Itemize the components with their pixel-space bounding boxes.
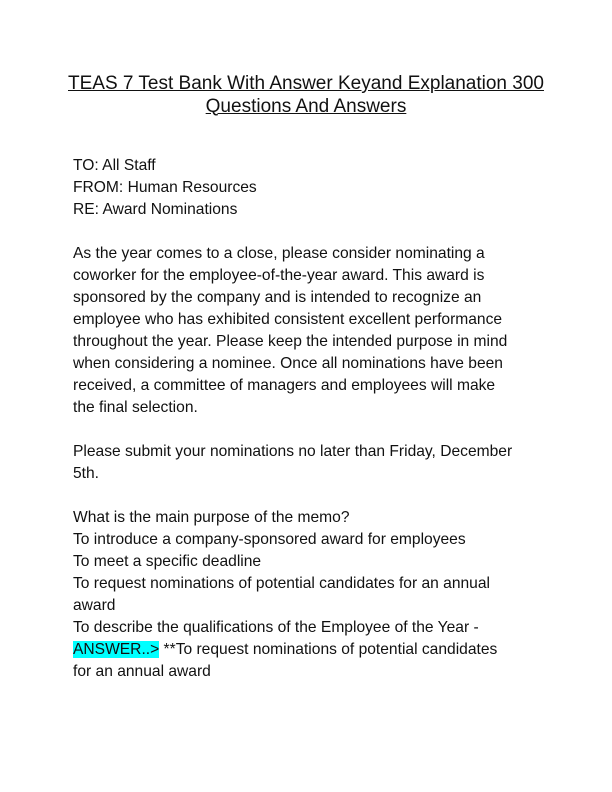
deadline-paragraph [73, 441, 548, 485]
memo-to: TO: All Staff [73, 157, 156, 174]
memo-body-line: sponsored by the company and is intended to recognize an [73, 289, 482, 306]
memo-re: RE: Award Nominations [73, 201, 238, 218]
question-text: What is the main purpose of the memo? [73, 509, 350, 526]
answer-text-continued: for an annual award [73, 663, 211, 680]
memo-body-line: employee who has exhibited consistent excellent performance [73, 311, 503, 328]
memo-header [73, 155, 548, 221]
memo-body-line: when considering a nominee. Once all nominations have been [73, 355, 503, 372]
document-title: TEAS 7 Test Bank With Answer Keyand Explanation 300 Questions And Answers [68, 73, 544, 117]
memo-body-line: throughout the year. Please keep the intended purpose in mind [73, 333, 508, 350]
answer-option: To meet a specific deadline [73, 553, 262, 570]
deadline-line: 5th. [73, 465, 100, 482]
question-block [73, 507, 548, 683]
answer-line [73, 639, 548, 661]
memo-body-paragraph [73, 243, 548, 419]
answer-option: To describe the qualifications of the Employee of the Year - [73, 619, 479, 636]
memo-from: FROM: Human Resources [73, 179, 257, 196]
memo-body-line: coworker for the employee-of-the-year award. This award is [73, 267, 485, 284]
answer-label-highlight: ANSWER..> [73, 641, 160, 658]
deadline-line: Please submit your nominations no later than Friday, December [73, 443, 513, 460]
answer-text: **To request nominations of potential candidates [159, 641, 498, 658]
answer-option: award [73, 597, 116, 614]
answer-option: To introduce a company-sponsored award for employees [73, 531, 466, 548]
memo-body-line: the final selection. [73, 399, 198, 416]
memo-body-line: As the year comes to a close, please consider nominating a [73, 245, 485, 262]
memo-body-line: received, a committee of managers and employees will make [73, 377, 496, 394]
document-body [73, 155, 548, 683]
answer-option: To request nominations of potential candidates for an annual [73, 575, 490, 592]
